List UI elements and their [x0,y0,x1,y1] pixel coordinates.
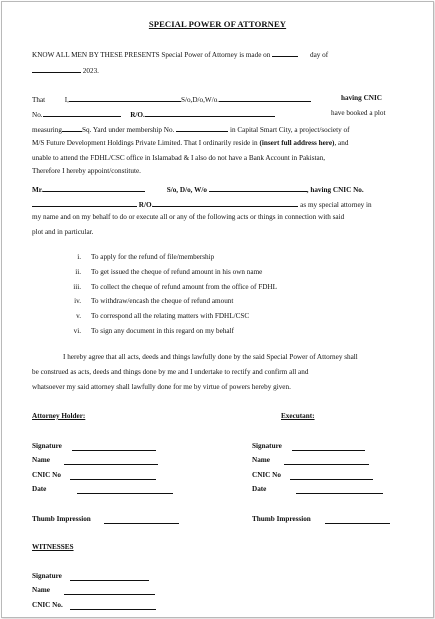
witnesses-heading: WITNESSES [32,543,74,551]
ah-thumb-line[interactable] [104,523,179,524]
list-num: ii. [75,267,81,276]
membership-blank[interactable] [176,124,228,132]
w-signature-line[interactable] [70,580,149,581]
ex-cnic-label: CNIC No [252,471,281,479]
intro-text: KNOW ALL MEN BY THESE PRESENTS Special Power of Attorney is made on [32,51,271,59]
list-num: i. [77,253,81,261]
w-cnic-label: CNIC No. [32,601,63,609]
ah-thumb-label: Thumb Impression [32,515,91,523]
mr-label: Mr. [32,186,44,194]
ro-label: R/O. [130,111,145,119]
agreement-line2: be construed as acts, deeds and things done by me and I undertake to rectify and confirm all and [32,368,309,376]
list-text: To sign any document in this regard on my behalf [91,326,235,335]
ah-signature-line[interactable] [72,450,156,451]
attorney-cnic-blank[interactable] [32,199,137,207]
intro-year: 2023. [82,67,99,75]
ah-name-label: Name [32,456,50,464]
having-cnic-label: having CNIC [341,94,382,102]
attorney-parent-blank[interactable] [209,184,307,192]
list-num: vi. [73,326,81,335]
agreement-line3: whatsoever my said attorney shall lawfully done for me by virtue of powers hereby given. [32,383,291,391]
attorney-holder-heading: Attorney Holder: [32,412,86,420]
ex-thumb-label: Thumb Impression [252,515,311,523]
ex-date-label: Date [252,485,267,493]
para1-line2 [32,109,275,120]
ah-cnic-label: CNIC No [32,471,61,479]
i-label: I, [64,96,69,104]
ex-signature-label: Signature [252,442,282,450]
executant-heading: Executant: [281,412,315,420]
agreement-line1: I hereby agree that all acts, deeds and things lawfully done by the said Special Power of Attorney shall [63,353,358,361]
have-booked: have booked a plot [331,109,386,117]
ex-cnic-line[interactable] [290,479,373,480]
insert-address-text: (insert full address here) [259,139,335,147]
line4-text: M/S Future Development Holdings Private Limited. That I ordinarily reside in [32,139,258,147]
list-text: To get issued the cheque of refund amount in his own name [91,267,263,276]
list-text: To collect the cheque of refund amount from the office of FDHL [91,282,277,291]
that-label: That [32,96,46,104]
name-blank[interactable] [69,94,181,102]
day-blank[interactable] [272,49,298,57]
sdow-label: S/o,D/o,W/o. [180,96,220,104]
para1-line6: Therefore I hereby appoint/constitute. [32,167,141,175]
attorney-ro-label: R/O. [138,201,154,209]
para2-line3: my name and on my behalf to do or execute all or any of the following acts or things in connection with said [32,213,345,221]
as-my-text: as my special attorney in [300,201,372,209]
ex-date-line[interactable] [296,493,383,494]
ex-thumb-line[interactable] [325,523,390,524]
para2-line1 [32,184,364,195]
list-num: v. [76,312,81,321]
ah-date-label: Date [32,485,47,493]
w-name-label: Name [32,586,50,594]
in-capital-text: in Capital Smart City, a project/society of [229,126,350,134]
intro-line-2 [32,65,99,76]
ex-name-line[interactable] [284,464,369,465]
cnic-blank[interactable] [43,109,121,117]
para1-line3 [32,124,349,135]
month-blank[interactable] [32,65,81,73]
list-num: iv. [74,297,81,306]
ah-name-line[interactable] [64,464,158,465]
list-text: To withdraw/encash the cheque of refund amount [91,297,234,306]
intro-day-of: day of [309,51,329,59]
para2-line2 [32,199,372,210]
para1-line5: unable to attend the FDHL/CSC office in Islamabad & I also do not have a Bank Account in Pakistan, [32,154,326,162]
para1-line4 [32,139,348,148]
attorney-cnic-label: , having CNIC No. [306,186,364,194]
document-title: SPECIAL POWER OF ATTORNEY [148,19,287,29]
parent-name-blank[interactable] [219,94,311,102]
attorney-address-blank[interactable] [153,199,298,207]
list-text: To correspond all the relating matters with FDHL/CSC [91,312,250,321]
list-text: To apply for the refund of file/membership [91,253,215,261]
ah-cnic-line[interactable] [70,479,156,480]
document-page [1,1,434,618]
ah-signature-label: Signature [32,442,62,450]
measuring-label: measuring [32,126,62,134]
ex-name-label: Name [252,456,270,464]
ah-date-line[interactable] [77,493,173,494]
attorney-name-blank[interactable] [43,184,145,192]
w-name-line[interactable] [64,594,155,595]
w-signature-label: Signature [32,572,62,580]
line4-end: , and [334,139,349,147]
intro-line [32,49,328,60]
no-label: No. [32,111,43,119]
sq-yard-label: Sq. Yard under membership No. [81,126,175,134]
w-cnic-line[interactable] [70,609,156,610]
address-blank[interactable] [145,109,275,117]
sdw-label: S/o, D/o, W/o [166,186,207,194]
ex-signature-line[interactable] [292,450,365,451]
list-num: iii. [73,282,81,291]
para1-line1 [32,94,311,105]
para2-line4: plot and in particular. [32,228,94,236]
sq-yard-blank[interactable] [62,124,82,132]
